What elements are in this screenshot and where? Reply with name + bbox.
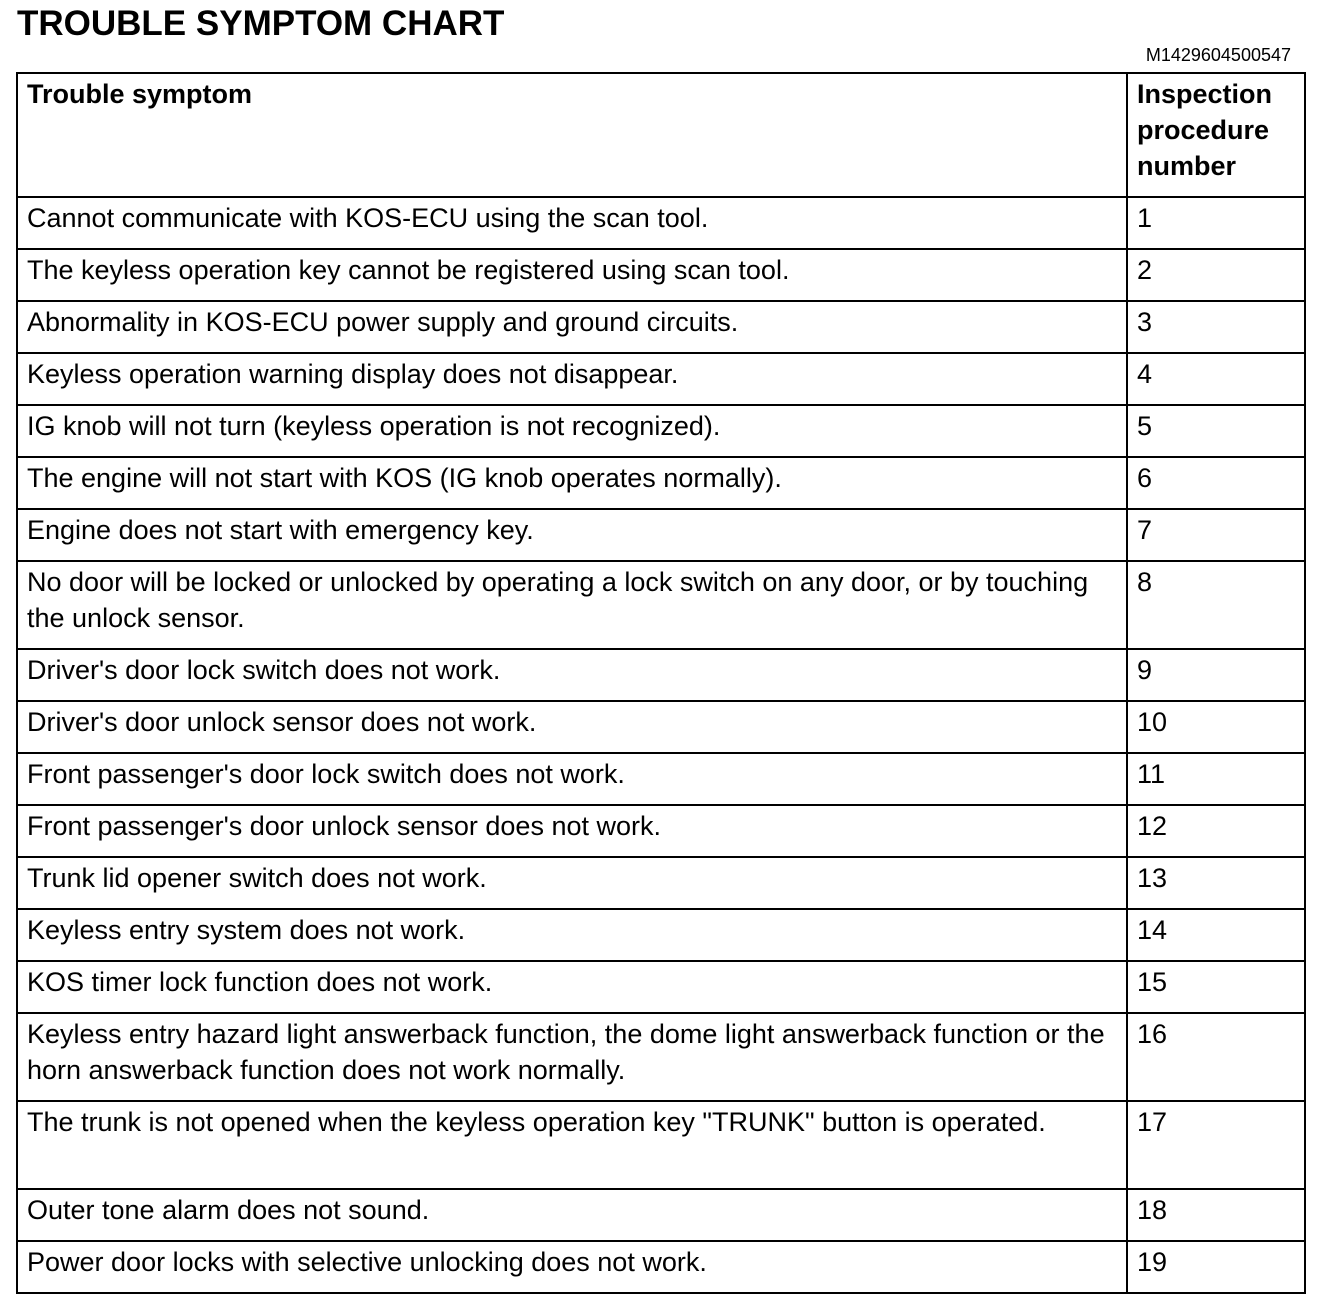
table-row	[17, 353, 1305, 405]
procedure-number-cell: 9	[1127, 649, 1305, 701]
procedure-number-cell: 13	[1127, 857, 1305, 909]
procedure-number-cell: 14	[1127, 909, 1305, 961]
procedure-number-cell: 6	[1127, 457, 1305, 509]
symptom-cell: The trunk is not opened when the keyless operation key "TRUNK" button is operated.	[17, 1101, 1127, 1189]
symptom-cell: Keyless entry system does not work.	[17, 909, 1127, 961]
symptom-cell: Outer tone alarm does not sound.	[17, 1189, 1127, 1241]
table-row	[17, 701, 1305, 753]
procedure-number-cell: 15	[1127, 961, 1305, 1013]
table-row	[17, 301, 1305, 353]
procedure-number-cell: 10	[1127, 701, 1305, 753]
procedure-number-cell: 4	[1127, 353, 1305, 405]
table-row	[17, 909, 1305, 961]
symptom-cell: Cannot communicate with KOS-ECU using the scan tool.	[17, 197, 1127, 249]
table-row	[17, 857, 1305, 909]
table-row	[17, 1101, 1305, 1189]
symptom-cell: Keyless entry hazard light answerback function, the dome light answerback function or the horn answerback function does not work normally.	[17, 1013, 1127, 1101]
table-row	[17, 457, 1305, 509]
table-row	[17, 405, 1305, 457]
table-row	[17, 197, 1305, 249]
procedure-number-cell: 11	[1127, 753, 1305, 805]
procedure-number-cell: 12	[1127, 805, 1305, 857]
symptom-cell: IG knob will not turn (keyless operation is not recognized).	[17, 405, 1127, 457]
symptom-cell: Abnormality in KOS-ECU power supply and ground circuits.	[17, 301, 1127, 353]
procedure-number-cell: 7	[1127, 509, 1305, 561]
procedure-number-cell: 3	[1127, 301, 1305, 353]
procedure-number-cell: 8	[1127, 561, 1305, 649]
procedure-number-cell: 5	[1127, 405, 1305, 457]
procedure-number-cell: 2	[1127, 249, 1305, 301]
table-row	[17, 509, 1305, 561]
table-row	[17, 1013, 1305, 1101]
symptom-cell: Front passenger's door unlock sensor does not work.	[17, 805, 1127, 857]
header-inspection-procedure-number: Inspection procedure number	[1127, 73, 1305, 197]
procedure-number-cell: 16	[1127, 1013, 1305, 1101]
table-row	[17, 753, 1305, 805]
symptom-cell: Keyless operation warning display does not disappear.	[17, 353, 1127, 405]
table-row	[17, 805, 1305, 857]
procedure-number-cell: 1	[1127, 197, 1305, 249]
symptom-cell: The engine will not start with KOS (IG knob operates normally).	[17, 457, 1127, 509]
table-row	[17, 561, 1305, 649]
table-row	[17, 961, 1305, 1013]
procedure-number-cell: 19	[1127, 1241, 1305, 1293]
table-row	[17, 649, 1305, 701]
procedure-number-cell: 18	[1127, 1189, 1305, 1241]
symptom-cell: KOS timer lock function does not work.	[17, 961, 1127, 1013]
symptom-cell: The keyless operation key cannot be registered using scan tool.	[17, 249, 1127, 301]
symptom-cell: Driver's door unlock sensor does not work.	[17, 701, 1127, 753]
trouble-symptom-table	[16, 72, 1306, 1294]
symptom-cell: Power door locks with selective unlocking does not work.	[17, 1241, 1127, 1293]
table-row	[17, 1189, 1305, 1241]
table-header-row	[17, 73, 1305, 197]
symptom-cell: No door will be locked or unlocked by operating a lock switch on any door, or by touching the unlock sensor.	[17, 561, 1127, 649]
symptom-cell: Front passenger's door lock switch does not work.	[17, 753, 1127, 805]
procedure-number-cell: 17	[1127, 1101, 1305, 1189]
symptom-cell: Engine does not start with emergency key.	[17, 509, 1127, 561]
symptom-cell: Driver's door lock switch does not work.	[17, 649, 1127, 701]
symptom-cell: Trunk lid opener switch does not work.	[17, 857, 1127, 909]
page-title: TROUBLE SYMPTOM CHART	[17, 4, 505, 43]
document-id: M1429604500547	[1145, 45, 1291, 65]
table-row	[17, 1241, 1305, 1293]
header-trouble-symptom: Trouble symptom	[17, 73, 1127, 197]
table-row	[17, 249, 1305, 301]
